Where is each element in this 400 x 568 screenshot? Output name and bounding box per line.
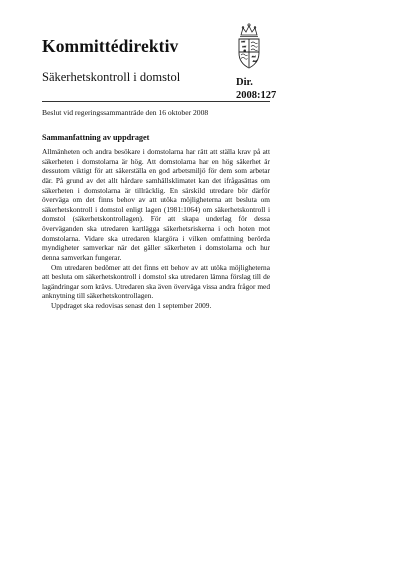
decision-line: Beslut vid regeringssammanträde den 16 oktober 2008 (42, 108, 209, 117)
summary-heading: Sammanfattning av uppdraget (42, 133, 150, 142)
directive-number: 2008:127 (236, 89, 277, 101)
header-divider (42, 101, 270, 102)
summary-paragraph-2: Om utredaren bedömer att det finns ett behov av att utöka möjligheterna att besluta om säkerhetskontroll i domstol ska utredaren lämna förslag till de lagändringar som krävs. Utredaren ska även överväga vissa andra frågor med anknytning till säkerhetskontrollagen. (42, 262, 270, 301)
swedish-coat-of-arms-icon (230, 22, 268, 72)
directive-number-block (236, 77, 276, 102)
summary-body (42, 147, 270, 311)
document-subtitle: Säkerhetskontroll i domstol (42, 70, 181, 84)
summary-paragraph-1: Allmänheten och andra besökare i domstolarna har rätt att ställa krav på att säkerheten i domstolarna är hög. Att domstolarna har en hög säkerhet är dessutom viktigt för att säkerställa en god arbetsmiljö för dem som arbetar där. På grund av det allt hårdare samhällsklimatet kan det ifrågasättas om säkerheten i domstolarna är tillräcklig. En särskild utredare bör därför överväga om det finns behov av att utöka möjligheterna att besluta om säkerhetskontroll i domstol enligt lagen (1981:1064) om säkerhetskontroll i domstol (säkerhetskontrollagen). För att skapa underlag för dessa överväganden ska utredaren kartlägga säkerhetsriskerna i och hoten mot domstolarna. Vidare ska utredaren klargöra i vilken omfattning berörda myndigheter samverkar när det gäller säkerheten i domstolarna och hur denna samverkan fungerar. (42, 147, 270, 262)
directive-label: Dir. (236, 77, 253, 88)
summary-paragraph-3: Uppdraget ska redovisas senast den 1 september 2009. (51, 301, 212, 310)
document-title: Kommittédirektiv (42, 36, 179, 56)
